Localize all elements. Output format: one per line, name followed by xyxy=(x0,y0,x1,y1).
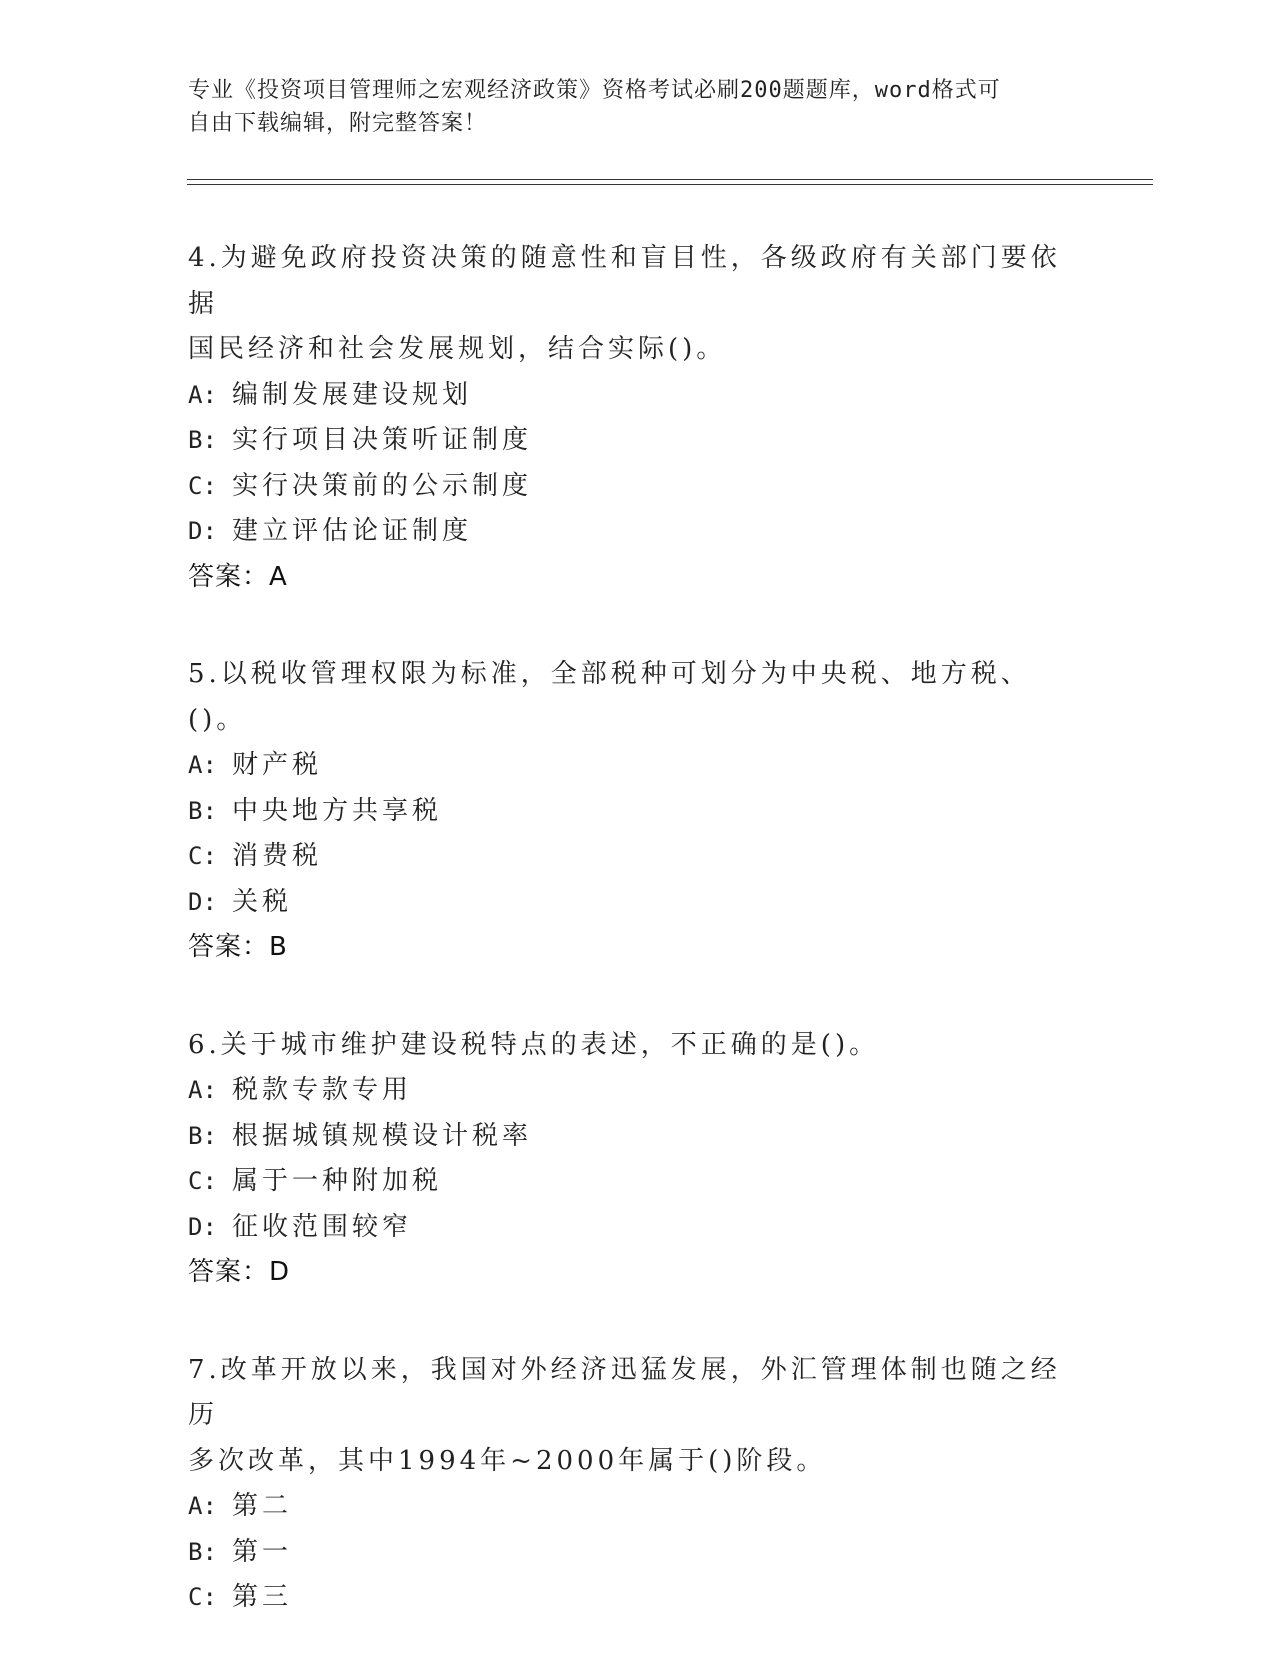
option-d xyxy=(188,509,1088,555)
option-text: 编制发展建设规划 xyxy=(232,379,473,410)
option-a xyxy=(188,743,1088,789)
question-7 xyxy=(188,1348,1088,1621)
option-key: A: xyxy=(188,1076,217,1104)
question-5 xyxy=(188,652,1088,971)
option-text: 征收范围较窄 xyxy=(232,1211,413,1242)
option-text: 消费税 xyxy=(232,841,323,871)
question-text: 7.改革开放以来，我国对外经济迅猛发展，外汇管理体制也随之经历 xyxy=(188,1354,1061,1430)
option-text: 税款专款专用 xyxy=(232,1075,413,1105)
header-divider-top xyxy=(187,179,1153,180)
option-key: A: xyxy=(188,1492,217,1520)
question-6 xyxy=(188,1023,1088,1296)
question-text: 多次改革，其中1994年~2000年属于()阶段。 xyxy=(188,1445,827,1476)
option-key: B: xyxy=(188,1537,217,1566)
option-text: 第一 xyxy=(232,1536,293,1567)
option-text: 实行决策前的公示制度 xyxy=(232,470,533,501)
option-key: A: xyxy=(188,380,217,409)
option-b xyxy=(188,1530,1088,1576)
option-key: B: xyxy=(188,796,217,825)
option-key: D: xyxy=(188,517,217,545)
option-text: 财产税 xyxy=(232,750,323,780)
option-text: 第二 xyxy=(232,1491,293,1521)
header-divider-bottom xyxy=(187,184,1153,185)
option-key: D: xyxy=(188,1212,217,1241)
option-c xyxy=(188,1575,1088,1621)
answer-label: 答案：A xyxy=(188,561,288,592)
question-list xyxy=(188,236,1088,1673)
option-a xyxy=(188,1068,1088,1114)
question-text: 5.以税收管理权限为标准，全部税种可划分为中央税、地方税、()。 xyxy=(188,659,1031,735)
option-a xyxy=(188,373,1088,419)
option-text: 中央地方共享税 xyxy=(232,795,443,826)
option-b xyxy=(188,789,1088,835)
answer-label: 答案：D xyxy=(188,1257,291,1287)
option-text: 实行项目决策听证制度 xyxy=(232,425,533,455)
question-4 xyxy=(188,236,1088,600)
option-text: 关税 xyxy=(232,886,293,917)
option-text: 属于一种附加税 xyxy=(232,1166,443,1196)
option-d xyxy=(188,880,1088,926)
document-header xyxy=(188,74,1068,140)
question-text: 4.为避免政府投资决策的随意性和盲目性，各级政府有关部门要依据 xyxy=(188,243,1061,319)
header-line-1: 专业《投资项目管理师之宏观经济政策》资格考试必刷200题题库，word格式可 xyxy=(188,78,1001,103)
header-line-2: 自由下载编辑，附完整答案！ xyxy=(188,111,488,136)
question-text: 国民经济和社会发展规划，结合实际()。 xyxy=(188,334,727,364)
option-key: C: xyxy=(188,1583,217,1611)
option-c xyxy=(188,464,1088,510)
option-key: A: xyxy=(188,751,217,779)
option-key: B: xyxy=(188,1121,217,1150)
option-key: B: xyxy=(188,426,217,454)
option-d xyxy=(188,1205,1088,1251)
option-text: 建立评估论证制度 xyxy=(232,516,473,546)
option-key: C: xyxy=(188,1167,217,1195)
option-a xyxy=(188,1484,1088,1530)
option-c xyxy=(188,1159,1088,1205)
answer-label: 答案：B xyxy=(188,932,288,962)
option-text: 第三 xyxy=(232,1582,293,1612)
option-b xyxy=(188,418,1088,464)
option-key: C: xyxy=(188,471,217,500)
option-b xyxy=(188,1114,1088,1160)
option-c xyxy=(188,834,1088,880)
question-text: 6.关于城市维护建设税特点的表述，不正确的是()。 xyxy=(188,1029,880,1060)
option-key: C: xyxy=(188,842,217,870)
option-text: 根据城镇规模设计税率 xyxy=(232,1120,533,1151)
option-key: D: xyxy=(188,887,217,916)
